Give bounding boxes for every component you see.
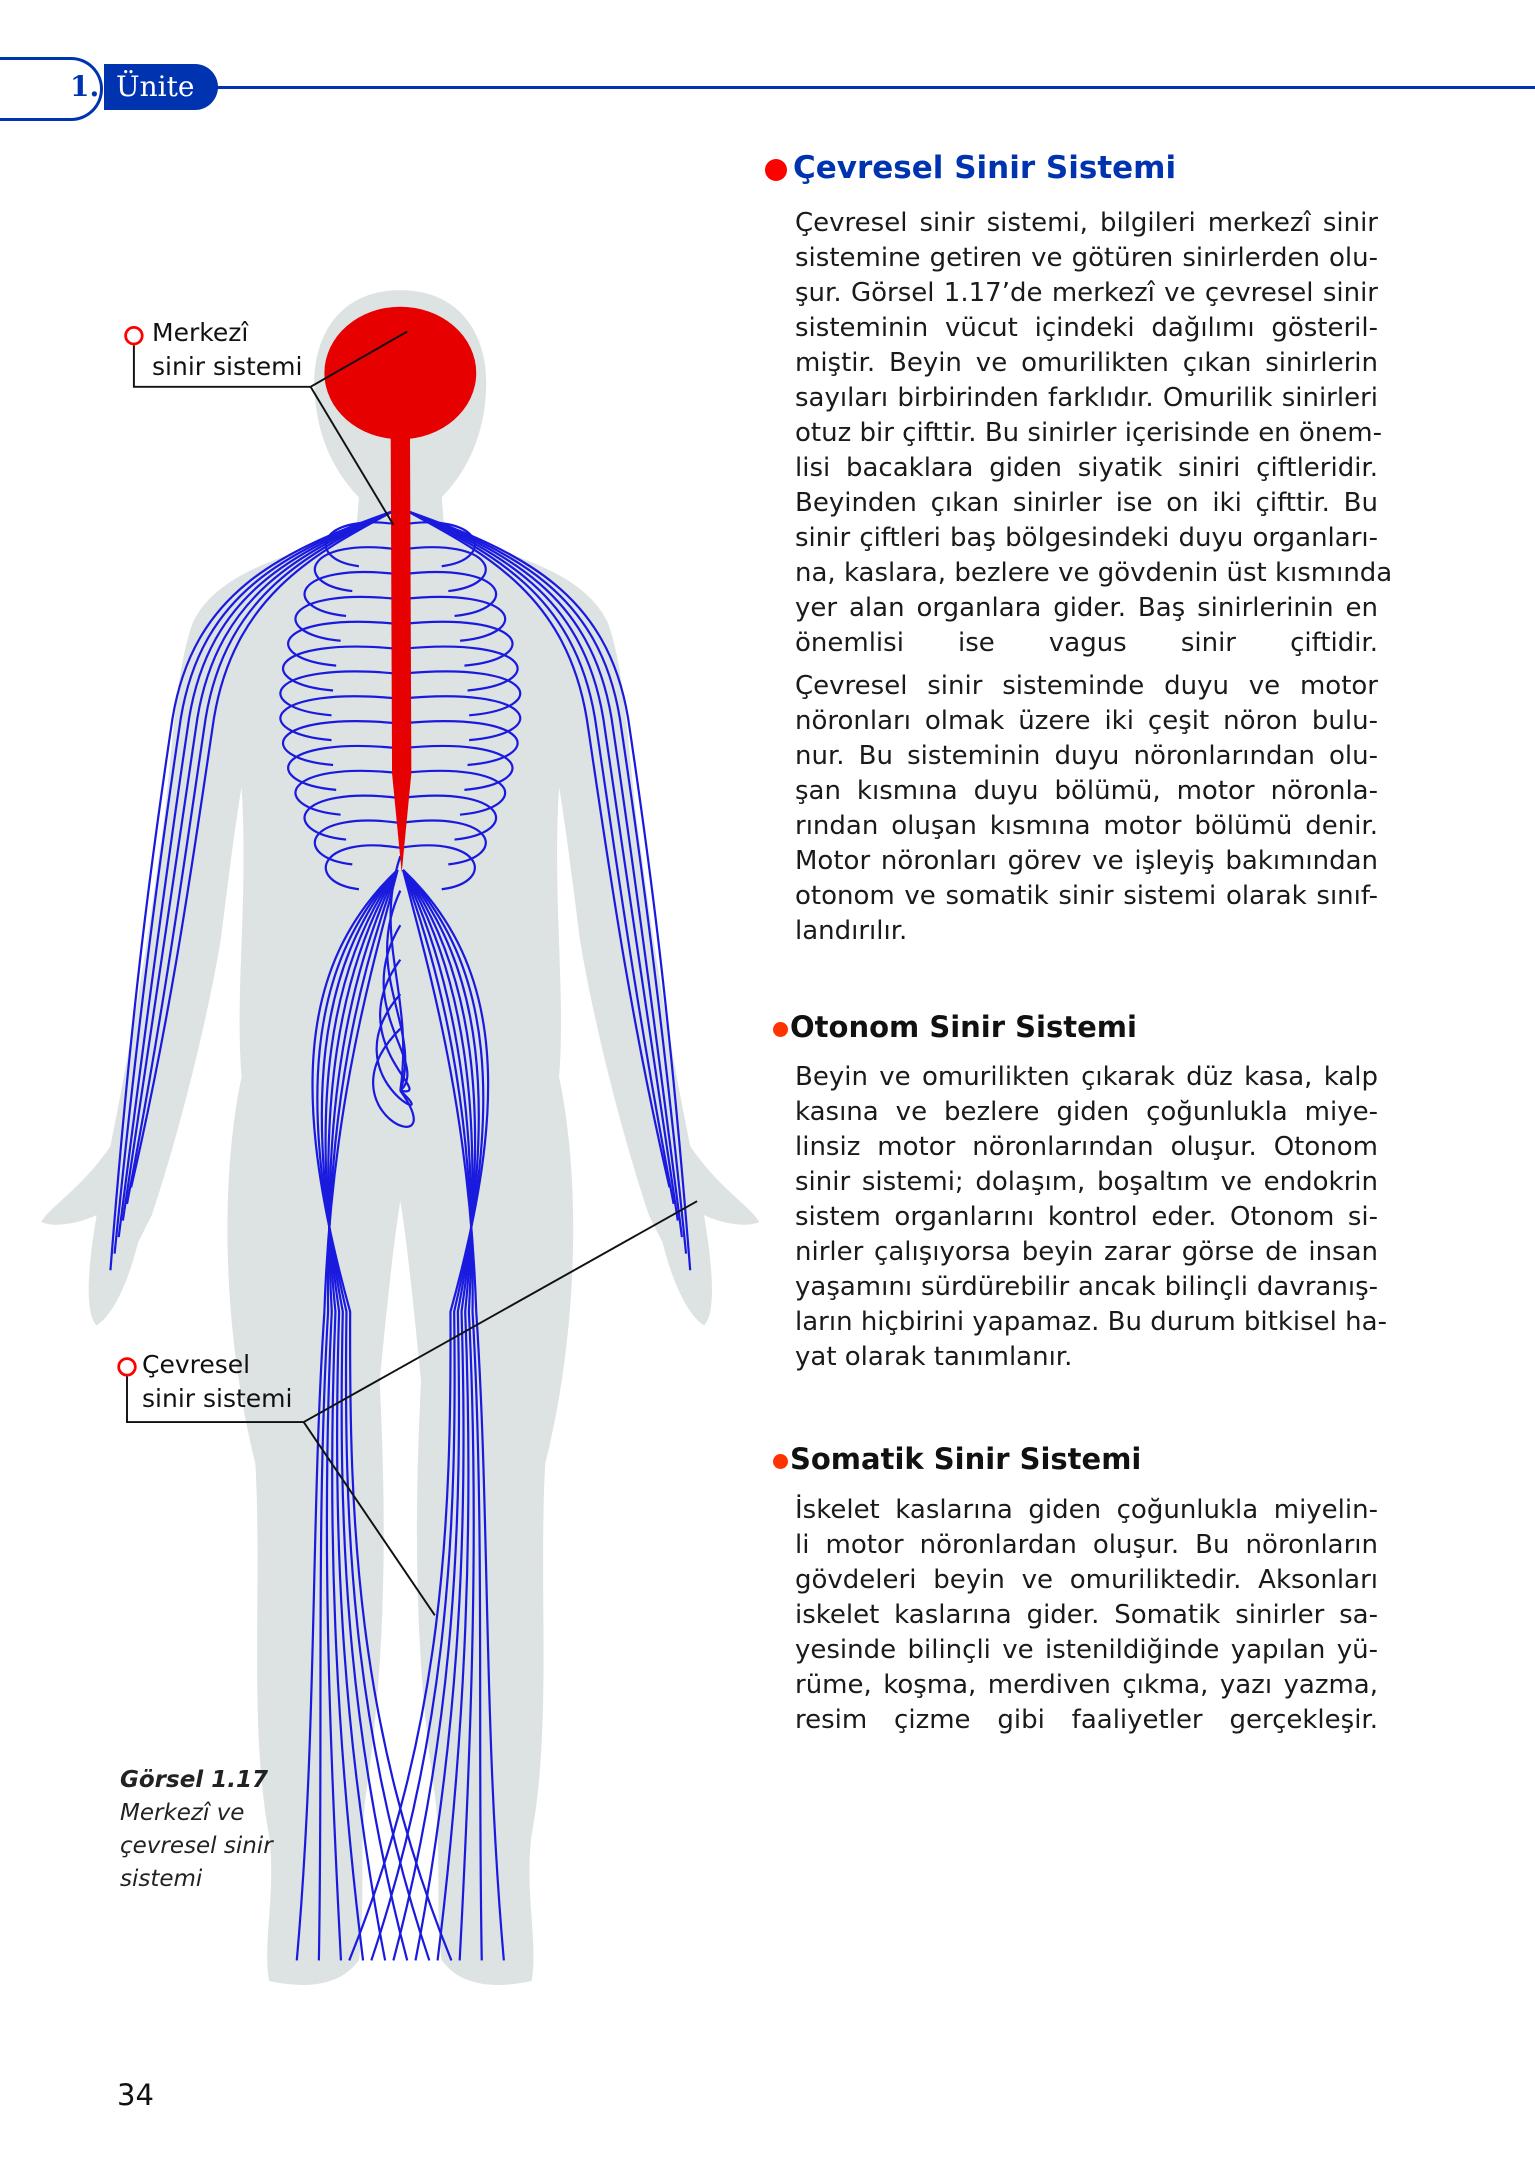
text-line: kasına ve bezlere giden çoğunlukla miye-	[795, 1097, 1378, 1127]
text-line: rüme, koşma, merdiven çıkma, yazı yazma,	[795, 1670, 1378, 1700]
text-line: şur. Görsel 1.17’de merkezî ve çevresel sinir	[795, 278, 1378, 308]
paragraph	[795, 1060, 1387, 1375]
text-line: li motor nöronlardan oluşur. Bu nöronların	[795, 1530, 1378, 1560]
section-heading-peripheral	[765, 150, 1176, 186]
heading-text: Somatik Sinir Sistemi	[790, 1442, 1142, 1476]
text-line: yat olarak tanımlanır.	[795, 1342, 1073, 1372]
section-body-somatic	[795, 1493, 1378, 1746]
text-line: yer alan organlara gider. Baş sinirlerinin en	[795, 593, 1378, 623]
section-body-autonomic	[795, 1060, 1387, 1383]
heading-text: Otonom Sinir Sistemi	[790, 1010, 1137, 1044]
paragraph	[795, 1493, 1378, 1738]
text-line: resim çizme gibi faaliyetler gerçekleşir.	[795, 1705, 1378, 1735]
pns-label	[142, 1348, 292, 1416]
figure-caption	[120, 1764, 273, 1896]
text-line: Motor nöronları görev ve işleyiş bakımından	[795, 846, 1378, 876]
text-line: rından oluşan kısmına motor bölümü denir.	[795, 811, 1378, 841]
paragraph	[795, 669, 1378, 949]
paragraph	[795, 206, 1393, 661]
caption-line: sistemi	[120, 1866, 203, 1892]
text-line: Çevresel sinir sisteminde duyu ve motor	[795, 671, 1378, 701]
pns-label-line: sinir sistemi	[142, 1384, 293, 1413]
text-line: na, kaslara, bezlere ve gövdenin üst kısmında	[795, 558, 1393, 588]
cns-label	[152, 316, 302, 384]
cns-label-line: Merkezî	[152, 318, 249, 347]
caption-line: çevresel sinir	[120, 1833, 273, 1859]
page-number: 34	[117, 2078, 154, 2112]
section-body-peripheral	[795, 206, 1393, 957]
text-line: otonom ve somatik sinir sistemi olarak sınıf-	[795, 881, 1378, 911]
text-line: otuz bir çifttir. Bu sinirler içerisinde en önem-	[795, 418, 1383, 448]
text-line: Çevresel sinir sistemi, bilgileri merkezî sinir	[795, 208, 1378, 238]
text-line: sistemine getiren ve götüren sinirlerden olu-	[795, 243, 1378, 273]
cns-marker-icon	[126, 327, 143, 344]
text-line: yaşamını sürdürebilir ancak bilinçli davranış-	[795, 1272, 1378, 1302]
unit-number: 1.	[70, 70, 100, 103]
bullet-icon	[773, 1022, 788, 1037]
text-line: sistem organlarını kontrol eder. Otonom si-	[795, 1202, 1378, 1232]
text-line: önemlisi ise vagus sinir çiftidir.	[795, 628, 1378, 658]
text-line: miştir. Beyin ve omurilikten çıkan sinirlerin	[795, 348, 1378, 378]
text-line: landırılır.	[795, 916, 908, 946]
text-line: İskelet kaslarına giden çoğunlukla miyelin-	[795, 1495, 1378, 1525]
section-heading-somatic	[773, 1442, 1141, 1476]
bullet-icon	[765, 159, 787, 181]
pns-label-line: Çevresel	[142, 1350, 251, 1379]
section-heading-autonomic	[773, 1010, 1137, 1044]
brain	[324, 307, 476, 440]
text-line: sinir çiftleri baş bölgesindeki duyu organları-	[795, 523, 1378, 553]
text-line: sisteminin vücut içindeki dağılımı gösteril-	[795, 313, 1378, 343]
caption-title: Görsel 1.17	[120, 1767, 268, 1793]
text-line: linsiz motor nöronlarından oluşur. Otonom	[795, 1132, 1378, 1162]
text-line: Beyin ve omurilikten çıkarak düz kasa, kalp	[795, 1062, 1378, 1092]
cns-label-line: sinir sistemi	[152, 352, 303, 381]
text-line: ların hiçbirini yapamaz. Bu durum bitkisel ha-	[795, 1307, 1387, 1337]
text-line: şan kısmına duyu bölümü, motor nöronla-	[795, 776, 1378, 806]
text-line: nirler çalışıyorsa beyin zarar görse de insan	[795, 1237, 1378, 1267]
text-line: yesinde bilinçli ve istenildiğinde yapılan yü-	[795, 1635, 1378, 1665]
text-line: nur. Bu sisteminin duyu nöronlarından olu-	[795, 741, 1378, 771]
unit-label: Ünite	[104, 64, 218, 110]
bullet-icon	[773, 1454, 788, 1469]
text-line: lisi bacaklara giden siyatik siniri çiftleridir.	[795, 453, 1378, 483]
text-line: sinir sistemi; dolaşım, boşaltım ve endokrin	[795, 1167, 1378, 1197]
caption-line: Merkezî ve	[120, 1800, 245, 1826]
text-line: sayıları birbirinden farklıdır. Omurilik sinirleri	[795, 383, 1378, 413]
pns-marker-icon	[119, 1359, 136, 1376]
text-line: Beyinden çıkan sinirler ise on iki çifttir. Bu	[795, 488, 1378, 518]
text-line: iskelet kaslarına gider. Somatik sinirler sa-	[795, 1600, 1378, 1630]
heading-text: Çevresel Sinir Sistemi	[793, 150, 1177, 186]
text-line: gövdeleri beyin ve omuriliktedir. Aksonları	[795, 1565, 1378, 1595]
text-line: nöronları olmak üzere iki çeşit nöron bulu-	[795, 706, 1378, 736]
